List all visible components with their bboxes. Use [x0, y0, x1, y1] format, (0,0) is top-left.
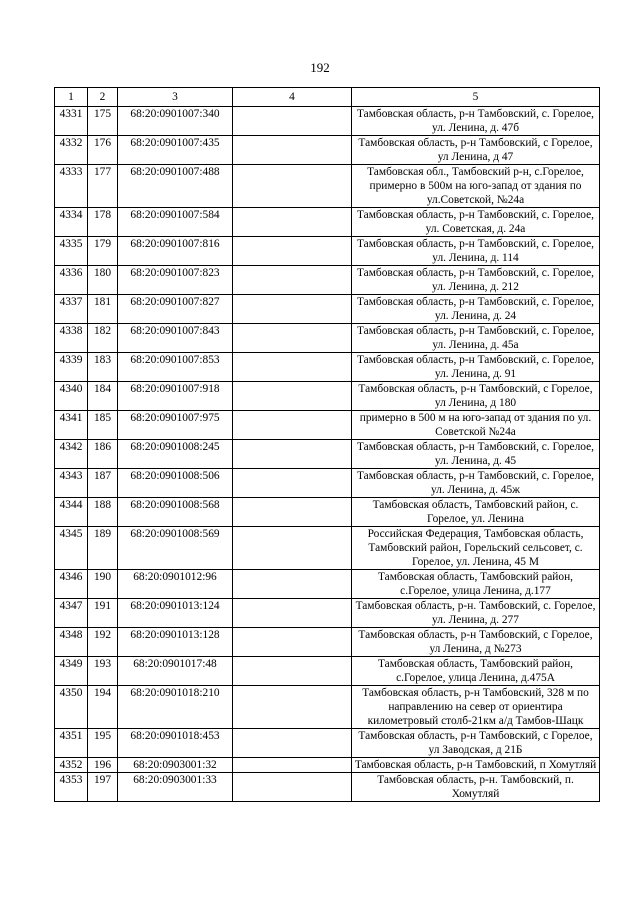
- row-number-cell: 4352: [55, 758, 88, 773]
- row-number-cell: 4348: [55, 628, 88, 657]
- column-4-cell: [233, 570, 352, 599]
- sub-number-cell: 185: [88, 411, 118, 440]
- cadastral-number-cell: 68:20:0901013:124: [118, 599, 233, 628]
- table-row: [55, 411, 600, 440]
- address-cell: Тамбовская область, Тамбовский район, с.Горелое, улица Ленина, д.177: [352, 570, 600, 599]
- table-row: [55, 382, 600, 411]
- table-row: [55, 599, 600, 628]
- row-number-cell: 4346: [55, 570, 88, 599]
- sub-number-cell: 175: [88, 107, 118, 136]
- sub-number-cell: 191: [88, 599, 118, 628]
- table-row: [55, 657, 600, 686]
- address-cell: Тамбовская область, Тамбовский район, с. Горелое, ул. Ленина: [352, 498, 600, 527]
- address-cell: Российская Федерация, Тамбовская область, Тамбовский район, Горельский сельсовет, с. Горелое, ул. Ленина, 45 М: [352, 527, 600, 570]
- cadastral-number-cell: 68:20:0901008:568: [118, 498, 233, 527]
- sub-number-cell: 177: [88, 165, 118, 208]
- table-header-row: [55, 88, 600, 107]
- row-number-cell: 4334: [55, 208, 88, 237]
- row-number-cell: 4337: [55, 295, 88, 324]
- sub-number-cell: 193: [88, 657, 118, 686]
- sub-number-cell: 196: [88, 758, 118, 773]
- row-number-cell: 4347: [55, 599, 88, 628]
- column-4-cell: [233, 729, 352, 758]
- column-4-cell: [233, 628, 352, 657]
- cadastral-number-cell: 68:20:0901007:584: [118, 208, 233, 237]
- address-cell: Тамбовская область, р-н Тамбовский, с. Горелое, ул. Ленина, д. 45ж: [352, 469, 600, 498]
- row-number-cell: 4338: [55, 324, 88, 353]
- table-row: [55, 628, 600, 657]
- row-number-cell: 4335: [55, 237, 88, 266]
- address-cell: Тамбовская область, р-н Тамбовский, с. Горелое, ул. Ленина, д. 45: [352, 440, 600, 469]
- table-row: [55, 527, 600, 570]
- table-row: [55, 237, 600, 266]
- table-row: [55, 136, 600, 165]
- cadastral-number-cell: 68:20:0901007:853: [118, 353, 233, 382]
- sub-number-cell: 182: [88, 324, 118, 353]
- row-number-cell: 4343: [55, 469, 88, 498]
- address-cell: Тамбовская область, р-н Тамбовский, с. Горелое, ул. Ленина, д. 212: [352, 266, 600, 295]
- table-row: [55, 440, 600, 469]
- address-cell: Тамбовская область, р-н Тамбовский, с Горелое, ул Ленина, д №273: [352, 628, 600, 657]
- cadastral-number-cell: 68:20:0901007:843: [118, 324, 233, 353]
- cadastral-number-cell: 68:20:0903001:33: [118, 773, 233, 802]
- table-row: [55, 570, 600, 599]
- sub-number-cell: 194: [88, 686, 118, 729]
- row-number-cell: 4336: [55, 266, 88, 295]
- cadastral-number-cell: 68:20:0901008:569: [118, 527, 233, 570]
- header-cell: 3: [118, 88, 233, 107]
- table-row: [55, 165, 600, 208]
- cadastral-number-cell: 68:20:0901018:453: [118, 729, 233, 758]
- registry-table-body: [55, 88, 600, 802]
- table-row: [55, 729, 600, 758]
- column-4-cell: [233, 324, 352, 353]
- column-4-cell: [233, 353, 352, 382]
- address-cell: Тамбовская область, Тамбовский район, с.Горелое, улица Ленина, д.475А: [352, 657, 600, 686]
- column-4-cell: [233, 411, 352, 440]
- address-cell: Тамбовская область, р-н Тамбовский, с Горелое, ул Заводская, д 21Б: [352, 729, 600, 758]
- address-cell: Тамбовская область, р-н. Тамбовский, п. Хомутляй: [352, 773, 600, 802]
- address-cell: Тамбовская область, р-н Тамбовский, с. Горелое, ул. Ленина, д. 45а: [352, 324, 600, 353]
- column-4-cell: [233, 773, 352, 802]
- cadastral-number-cell: 68:20:0901007:918: [118, 382, 233, 411]
- row-number-cell: 4351: [55, 729, 88, 758]
- column-4-cell: [233, 527, 352, 570]
- cadastral-number-cell: 68:20:0901008:506: [118, 469, 233, 498]
- sub-number-cell: 184: [88, 382, 118, 411]
- registry-table: [54, 87, 600, 802]
- header-cell: 1: [55, 88, 88, 107]
- cadastral-number-cell: 68:20:0901017:48: [118, 657, 233, 686]
- table-row: [55, 686, 600, 729]
- column-4-cell: [233, 758, 352, 773]
- sub-number-cell: 192: [88, 628, 118, 657]
- address-cell: Тамбовская область, р-н Тамбовский, 328 м по направлению на север от ориентира километровый столб-21км а/д Тамбов-Шацк: [352, 686, 600, 729]
- row-number-cell: 4349: [55, 657, 88, 686]
- address-cell: Тамбовская область, р-н Тамбовский, с. Горелое, ул. Ленина, д. 91: [352, 353, 600, 382]
- table-row: [55, 498, 600, 527]
- cadastral-number-cell: 68:20:0901007:827: [118, 295, 233, 324]
- row-number-cell: 4353: [55, 773, 88, 802]
- address-cell: примерно в 500 м на юго-запад от здания по ул. Советской №24а: [352, 411, 600, 440]
- address-cell: Тамбовская область, р-н Тамбовский, с. Горелое, ул. Ленина, д. 47б: [352, 107, 600, 136]
- address-cell: Тамбовская область, р-н. Тамбовский, с. Горелое, ул. Ленина, д. 277: [352, 599, 600, 628]
- address-cell: Тамбовская область, р-н Тамбовский, с Горелое, ул Ленина, д 47: [352, 136, 600, 165]
- cadastral-number-cell: 68:20:0901007:975: [118, 411, 233, 440]
- column-4-cell: [233, 266, 352, 295]
- column-4-cell: [233, 165, 352, 208]
- cadastral-number-cell: 68:20:0901007:823: [118, 266, 233, 295]
- sub-number-cell: 186: [88, 440, 118, 469]
- column-4-cell: [233, 469, 352, 498]
- address-cell: Тамбовская область, р-н Тамбовский, п Хомутляй: [352, 758, 600, 773]
- sub-number-cell: 180: [88, 266, 118, 295]
- cadastral-number-cell: 68:20:0901013:128: [118, 628, 233, 657]
- table-row: [55, 107, 600, 136]
- cadastral-number-cell: 68:20:0901007:435: [118, 136, 233, 165]
- sub-number-cell: 189: [88, 527, 118, 570]
- cadastral-number-cell: 68:20:0901007:340: [118, 107, 233, 136]
- column-4-cell: [233, 686, 352, 729]
- column-4-cell: [233, 599, 352, 628]
- sub-number-cell: 183: [88, 353, 118, 382]
- cadastral-number-cell: 68:20:0901007:488: [118, 165, 233, 208]
- cadastral-number-cell: 68:20:0901018:210: [118, 686, 233, 729]
- cadastral-number-cell: 68:20:0903001:32: [118, 758, 233, 773]
- sub-number-cell: 178: [88, 208, 118, 237]
- page-number: 192: [310, 60, 330, 75]
- header-cell: 2: [88, 88, 118, 107]
- address-cell: Тамбовская область, р-н Тамбовский, с. Горелое, ул. Ленина, д. 24: [352, 295, 600, 324]
- row-number-cell: 4333: [55, 165, 88, 208]
- cadastral-number-cell: 68:20:0901007:816: [118, 237, 233, 266]
- header-cell: 5: [352, 88, 600, 107]
- cadastral-number-cell: 68:20:0901012:96: [118, 570, 233, 599]
- column-4-cell: [233, 440, 352, 469]
- table-row: [55, 324, 600, 353]
- row-number-cell: 4339: [55, 353, 88, 382]
- column-4-cell: [233, 237, 352, 266]
- address-cell: Тамбовская область, р-н Тамбовский, с Горелое, ул Ленина, д 180: [352, 382, 600, 411]
- column-4-cell: [233, 498, 352, 527]
- sub-number-cell: 181: [88, 295, 118, 324]
- sub-number-cell: 197: [88, 773, 118, 802]
- row-number-cell: 4345: [55, 527, 88, 570]
- table-row: [55, 208, 600, 237]
- column-4-cell: [233, 107, 352, 136]
- row-number-cell: 4344: [55, 498, 88, 527]
- row-number-cell: 4350: [55, 686, 88, 729]
- table-row: [55, 353, 600, 382]
- column-4-cell: [233, 295, 352, 324]
- cadastral-number-cell: 68:20:0901008:245: [118, 440, 233, 469]
- column-4-cell: [233, 657, 352, 686]
- row-number-cell: 4340: [55, 382, 88, 411]
- row-number-cell: 4342: [55, 440, 88, 469]
- sub-number-cell: 188: [88, 498, 118, 527]
- sub-number-cell: 187: [88, 469, 118, 498]
- column-4-cell: [233, 136, 352, 165]
- row-number-cell: 4331: [55, 107, 88, 136]
- address-cell: Тамбовская область, р-н Тамбовский, с. Горелое, ул. Советская, д. 24а: [352, 208, 600, 237]
- column-4-cell: [233, 382, 352, 411]
- row-number-cell: 4332: [55, 136, 88, 165]
- header-cell: 4: [233, 88, 352, 107]
- column-4-cell: [233, 208, 352, 237]
- table-row: [55, 469, 600, 498]
- sub-number-cell: 195: [88, 729, 118, 758]
- table-row: [55, 773, 600, 802]
- address-cell: Тамбовская обл., Тамбовский р-н, с.Горелое, примерно в 500м на юго-запад от здания по ул.Советской, №24а: [352, 165, 600, 208]
- table-row: [55, 295, 600, 324]
- sub-number-cell: 179: [88, 237, 118, 266]
- row-number-cell: 4341: [55, 411, 88, 440]
- table-row: [55, 266, 600, 295]
- table-row: [55, 758, 600, 773]
- sub-number-cell: 176: [88, 136, 118, 165]
- address-cell: Тамбовская область, р-н Тамбовский, с. Горелое, ул. Ленина, д. 114: [352, 237, 600, 266]
- sub-number-cell: 190: [88, 570, 118, 599]
